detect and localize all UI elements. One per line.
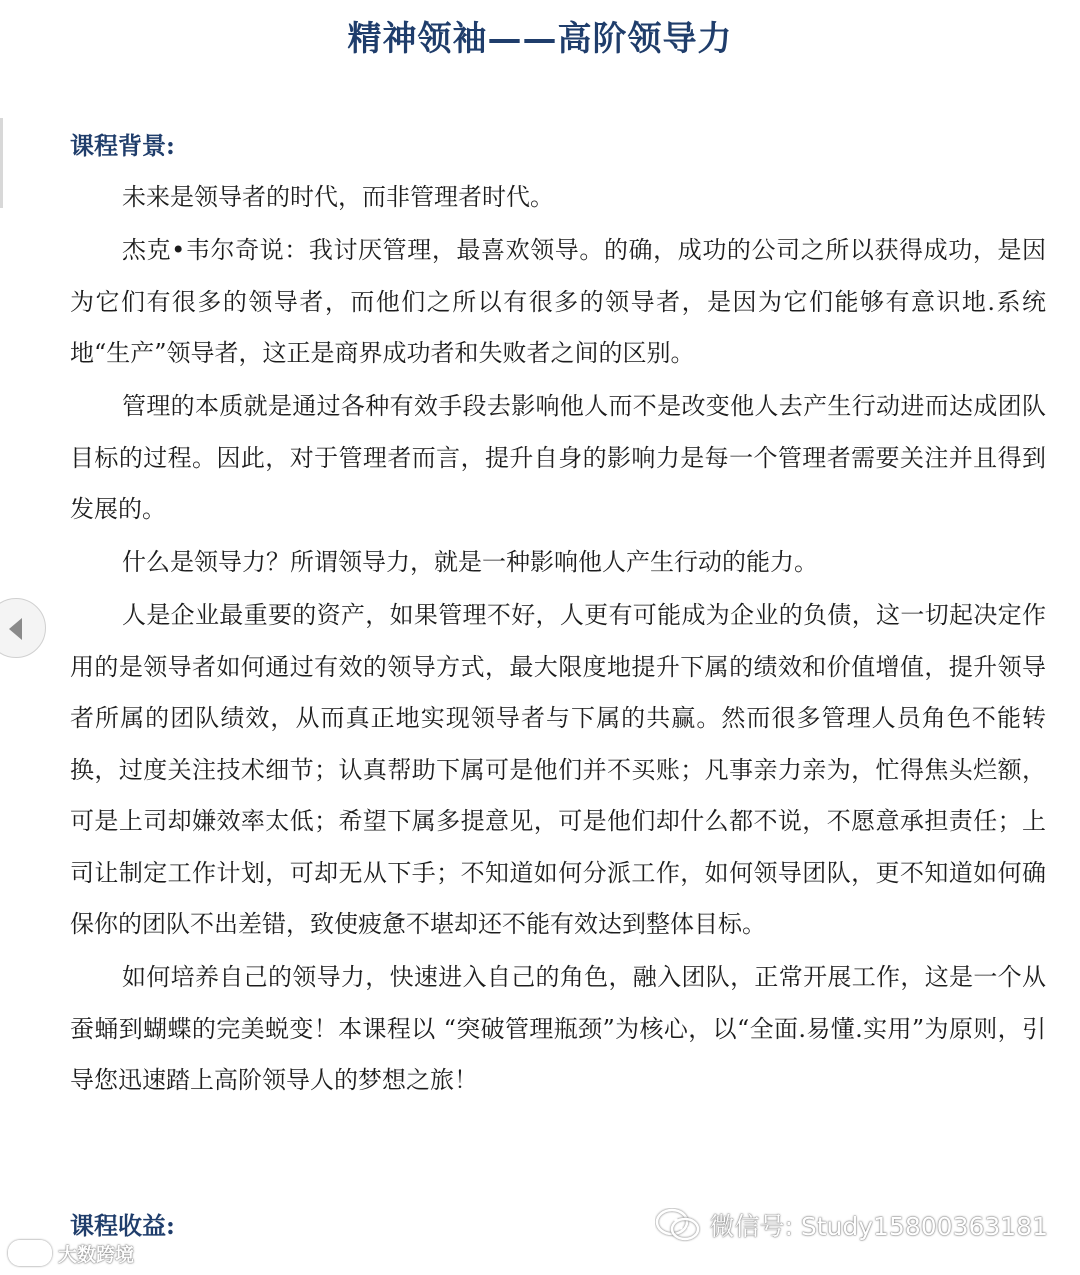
prev-page-button[interactable] [0,598,46,658]
left-arrow-icon [9,618,22,640]
left-edge-marker [0,118,3,208]
paragraph: 杰克•韦尔奇说：我讨厌管理，最喜欢领导。的确，成功的公司之所以获得成功，是因为它们有很多的领导者，而他们之所以有很多的领导者，是因为它们能够有意识地.系统地“生产”领导者，这正是商界成功者和失败者之间的区别。 [70,236,1046,367]
paragraph: 管理的本质就是通过各种有效手段去影响他人而不是改变他人去产生行动进而达成团队目标的过程。因此，对于管理者而言，提升自身的影响力是每一个管理者需要关注并且得到发展的。 [70,392,1046,523]
wechat-icon [655,1208,701,1242]
section-heading-benefits: 课程收益: [70,1211,175,1240]
paragraph: 人是企业最重要的资产，如果管理不好，人更有可能成为企业的负债，这一切起决定作用的是领导者如何通过有效的领导方式，最大限度地提升下属的绩效和价值增值，提升领导者所属的团队绩效，从而真正地实现领导者与下属的共赢。然而很多管理人员角色不能转换，过度关注技术细节；认真帮助下属可是他们并不买账；凡事亲力亲为，忙得焦头烂额，可是上司却嫌效率太低；希望下属多提意见，可是他们却什么都不说，不愿意承担责任；上司让制定工作计划，可却无从下手；不知道如何分派工作，如何领导团队，更不知道如何确保你的团队不出差错，致使疲惫不堪却还不能有效达到整体目标。 [70,601,1046,938]
paragraph: 什么是领导力？所谓领导力，就是一种影响他人产生行动的能力。 [122,548,818,576]
link-logo-icon [8,1240,52,1266]
watermark-left-text: 大数跨境 [58,1243,135,1266]
paragraph: 未来是领导者的时代，而非管理者时代。 [122,183,554,211]
course-background-body [70,172,1046,1108]
watermark-right [655,1205,1048,1245]
watermark-right-text: 微信号: Study15800363181 [709,1212,1048,1241]
section-heading-background: 课程背景: [70,131,175,160]
paragraph: 如何培养自己的领导力，快速进入自己的角色，融入团队，正常开展工作，这是一个从蚕蛹到蝴蝶的完美蜕变！本课程以 “突破管理瓶颈”为核心，以“全面.易懂.实用”为原则，引导您迅速踏上高阶领导人的梦想之旅！ [70,963,1046,1094]
page-title: 精神领袖——高阶领导力 [347,19,733,59]
watermark-left [8,1237,134,1269]
